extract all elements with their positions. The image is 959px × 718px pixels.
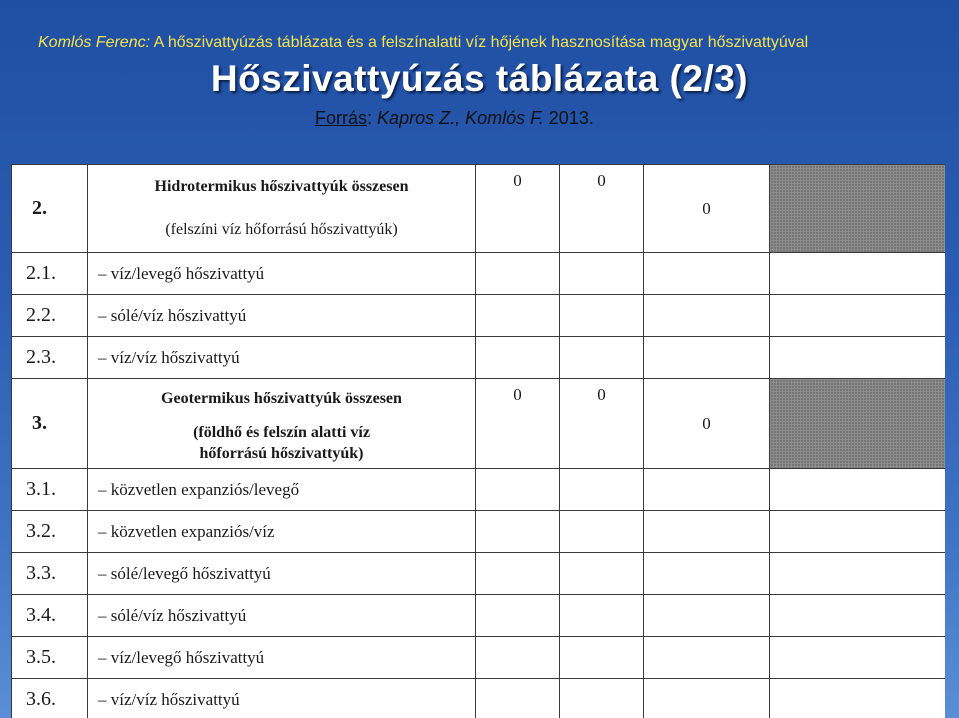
row-number: 2.3.: [12, 337, 88, 379]
table-row: [12, 595, 946, 637]
section2-subheading: (felszíni víz hőforrású hőszivattyúk): [88, 209, 476, 253]
row-label: – sólé/víz hőszivattyú: [88, 295, 476, 337]
subtitle-author: Komlós Ferenc:: [38, 34, 151, 51]
row-number: 3.5.: [12, 637, 88, 679]
table-row: [12, 253, 946, 295]
row-number: 2.1.: [12, 253, 88, 295]
row-label: – sólé/víz hőszivattyú: [88, 595, 476, 637]
row-number: 3.2.: [12, 511, 88, 553]
section2-value-3: 0: [644, 165, 770, 253]
source-label: Forrás: [315, 108, 368, 128]
row-number: 3.1.: [12, 469, 88, 511]
row-number: 3.6.: [12, 679, 88, 718]
row-label: – víz/levegő hőszivattyú: [88, 637, 476, 679]
section2-value-2: 0: [560, 165, 644, 253]
section3-heading: Geotermikus hőszivattyúk összesen: [88, 379, 476, 419]
source-year: 2013.: [548, 108, 594, 128]
scanned-table-sheet: [11, 164, 945, 718]
section2-header-row: [12, 165, 946, 209]
row-label: – víz/víz hőszivattyú: [88, 679, 476, 718]
section3-shaded-cell: [770, 379, 946, 469]
source-colon: :: [367, 108, 373, 128]
section2-shaded-cell: [770, 165, 946, 253]
table-row: [12, 295, 946, 337]
row-label: – víz/víz hőszivattyú: [88, 337, 476, 379]
section3-header-row: [12, 379, 946, 419]
slide-subtitle: [38, 34, 953, 52]
section3-number: 3.: [12, 379, 88, 469]
section2-value-1: 0: [476, 165, 560, 253]
section3-subheading-line1: (földhő és felszín alatti víz: [193, 424, 370, 442]
row-number: 3.4.: [12, 595, 88, 637]
row-number: 3.3.: [12, 553, 88, 595]
section3-subheading-line2: hőforrású hőszivattyúk): [199, 445, 364, 463]
table-row: [12, 553, 946, 595]
table-row: [12, 679, 946, 718]
table-row: [12, 511, 946, 553]
table-row: [12, 469, 946, 511]
section3-value-2: 0: [560, 379, 644, 469]
slide-title: Hőszivattyúzás táblázata (2/3): [210, 58, 749, 99]
row-label: – víz/levegő hőszivattyú: [88, 253, 476, 295]
source-authors: Kapros Z., Komlós F.: [377, 108, 544, 128]
section3-subheading: [88, 419, 476, 469]
section3-value-1: 0: [476, 379, 560, 469]
subtitle-text: A hőszivattyúzás táblázata és a felszínalatti víz hőjének hasznosítása magyar hőszivattyúval: [153, 34, 809, 51]
section2-heading: Hidrotermikus hőszivattyúk összesen: [88, 165, 476, 209]
table-row: [12, 337, 946, 379]
table-row: [12, 637, 946, 679]
heat-pump-table: [11, 164, 945, 718]
section2-number: 2.: [12, 165, 88, 253]
section3-value-3: 0: [644, 379, 770, 469]
source-line: [315, 108, 594, 129]
row-label: – közvetlen expanziós/levegő: [88, 469, 476, 511]
row-number: 2.2.: [12, 295, 88, 337]
row-label: – közvetlen expanziós/víz: [88, 511, 476, 553]
row-label: – sólé/levegő hőszivattyú: [88, 553, 476, 595]
